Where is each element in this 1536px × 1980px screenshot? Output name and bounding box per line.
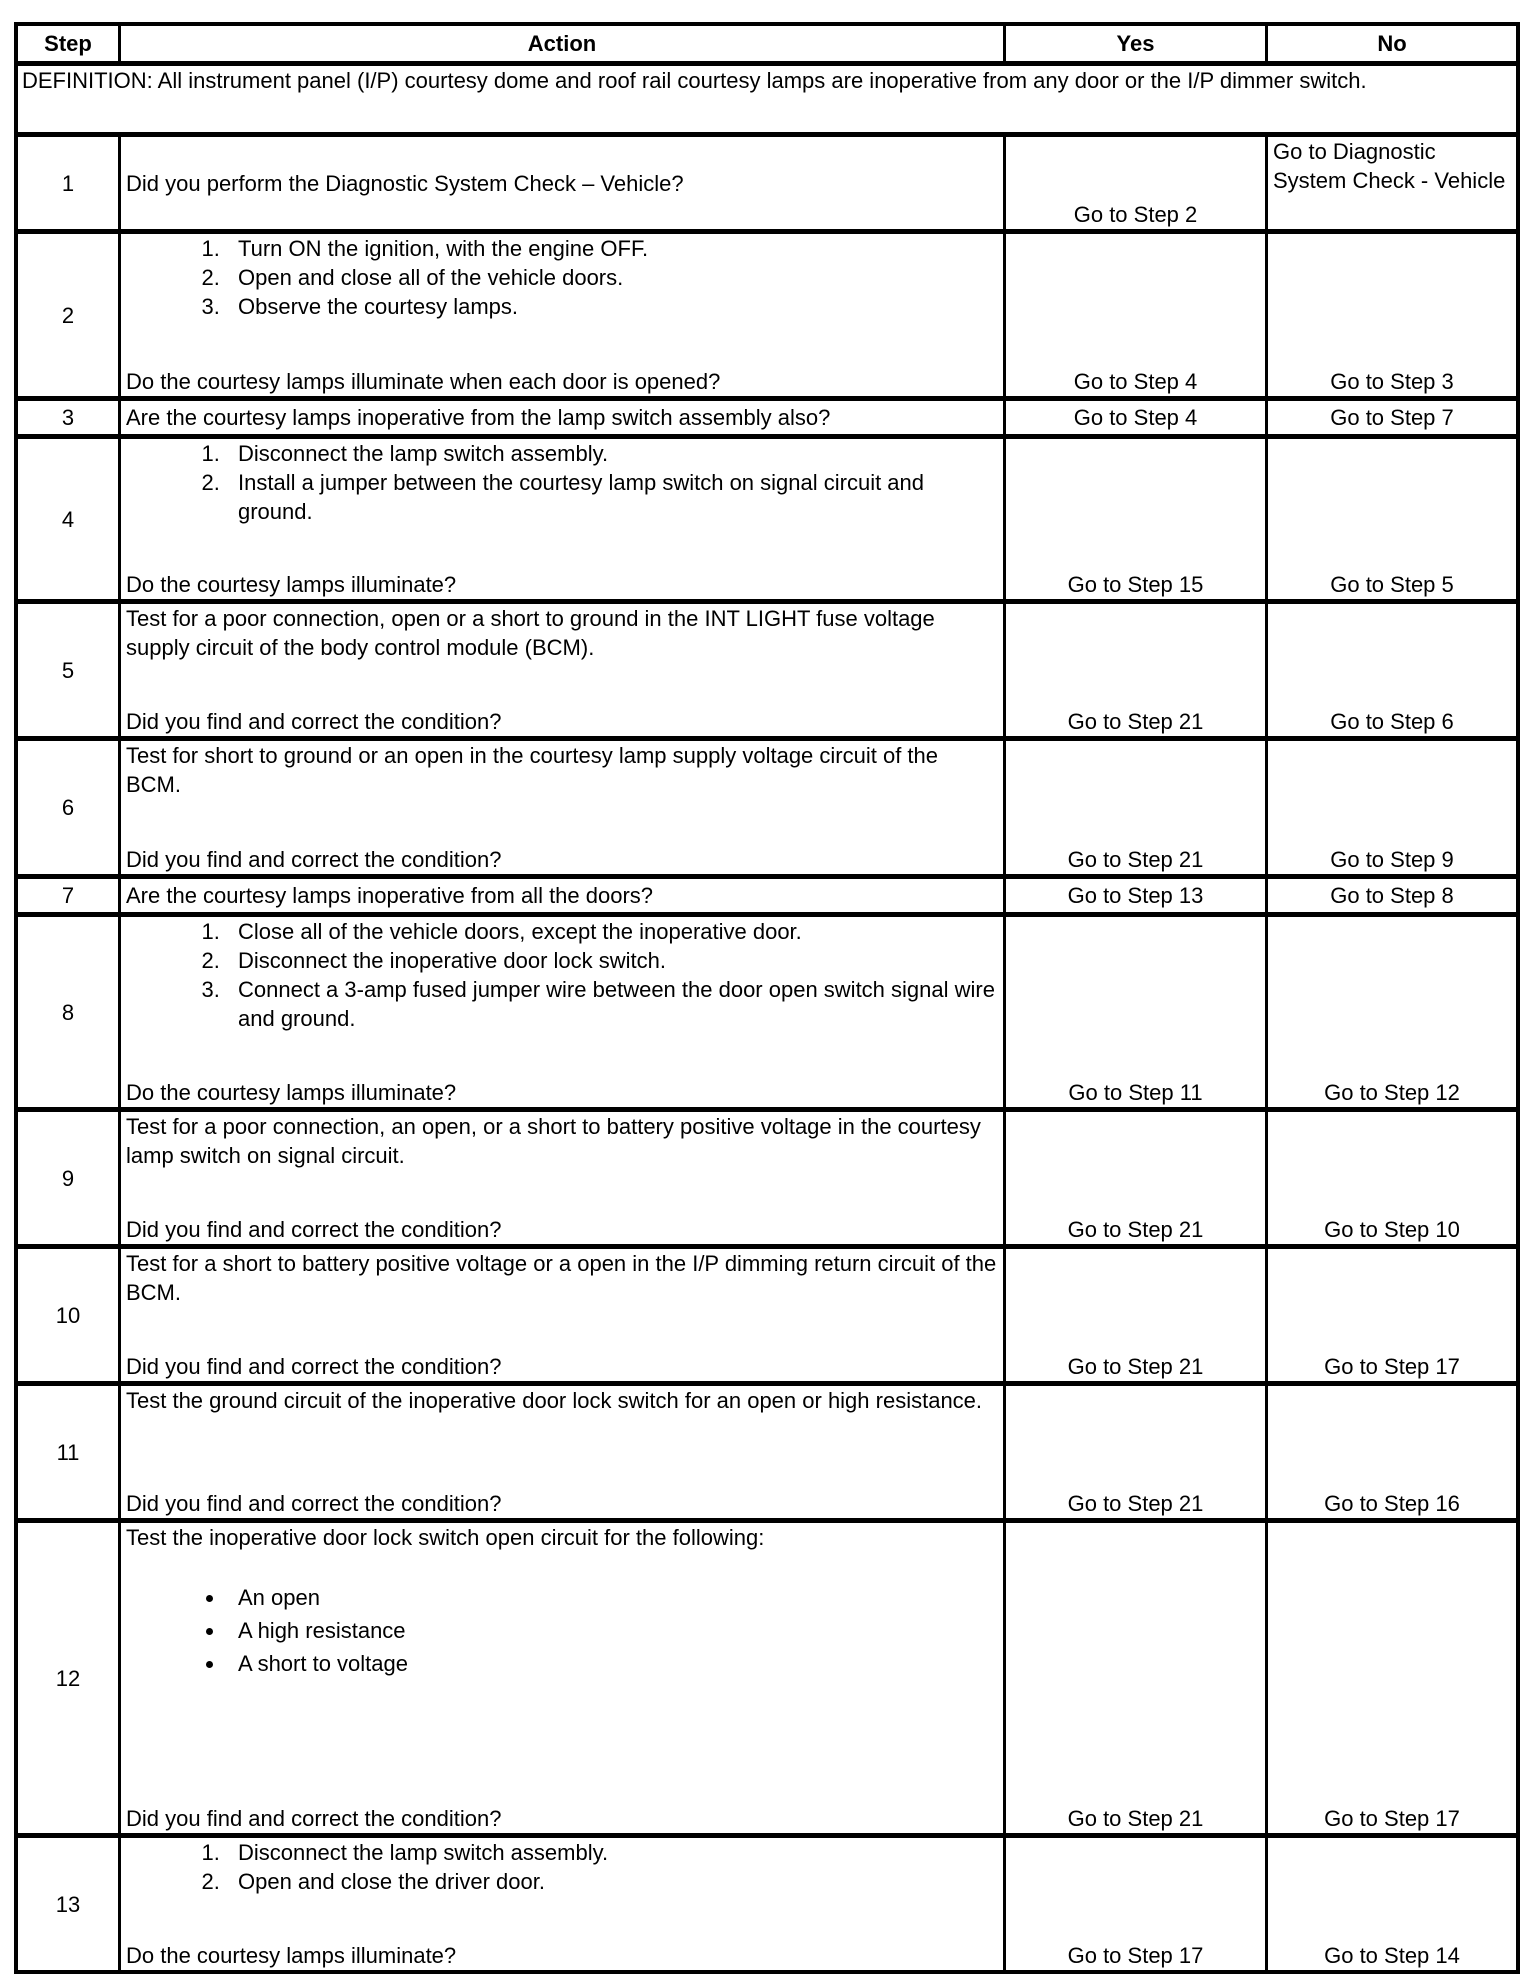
table-row bbox=[18, 1833, 1516, 1970]
action-instructions bbox=[126, 917, 998, 1033]
action-instructions bbox=[126, 1523, 998, 1680]
table-row bbox=[18, 874, 1516, 912]
no-result: Go to Step 3 bbox=[1265, 234, 1516, 396]
action-cell bbox=[118, 879, 1003, 912]
no-result: Go to Step 14 bbox=[1265, 1838, 1516, 1970]
definition-text: DEFINITION: All instrument panel (I/P) courtesy dome and roof rail courtesy lamps are inoperative from any door or the I/P dimmer switch. bbox=[22, 68, 1367, 93]
no-result: Go to Diagnostic System Check - Vehicle bbox=[1265, 137, 1516, 229]
action-cell bbox=[118, 234, 1003, 396]
action-question: Did you find and correct the condition? bbox=[126, 1217, 502, 1242]
action-cell bbox=[118, 137, 1003, 229]
no-result: Go to Step 12 bbox=[1265, 917, 1516, 1107]
step-number: 6 bbox=[61, 795, 75, 820]
table-row bbox=[18, 396, 1516, 434]
bullet-item: • A high resistance bbox=[226, 1614, 998, 1647]
action-instructions bbox=[126, 1838, 998, 1896]
step-instruction: 1. Disconnect the lamp switch assembly. bbox=[226, 1838, 998, 1867]
table-row bbox=[18, 912, 1516, 1107]
step-number: 11 bbox=[56, 1439, 80, 1465]
header-row bbox=[18, 26, 1516, 61]
header-no: No bbox=[1265, 26, 1516, 61]
action-question: Did you find and correct the condition? bbox=[126, 1806, 502, 1831]
step-number: 13 bbox=[55, 1891, 81, 1917]
yes-result: Go to Step 17 bbox=[1003, 1838, 1265, 1970]
step-instruction: 1. Disconnect the lamp switch assembly. bbox=[226, 439, 998, 468]
step-instruction: 2. Install a jumper between the courtesy lamp switch on signal circuit and ground. bbox=[226, 468, 998, 526]
numbered-steps bbox=[126, 1838, 998, 1896]
table-row bbox=[18, 1518, 1516, 1833]
header-step: Step bbox=[44, 31, 92, 56]
action-text: Test for a poor connection, open or a short to ground in the INT LIGHT fuse voltage supply circuit of the body control module (BCM). bbox=[126, 606, 935, 660]
no-result: Go to Step 16 bbox=[1265, 1386, 1516, 1518]
yes-result: Go to Step 15 bbox=[1003, 439, 1265, 599]
action-instructions bbox=[126, 234, 998, 321]
step-instruction: 2. Open and close all of the vehicle doors. bbox=[226, 263, 998, 292]
step-number: 3 bbox=[61, 405, 75, 430]
action-cell bbox=[118, 1112, 1003, 1244]
action-question: Are the courtesy lamps inoperative from the lamp switch assembly also? bbox=[126, 405, 831, 430]
step-number: 7 bbox=[61, 883, 75, 908]
action-text: Test for a poor connection, an open, or a short to battery positive voltage in the courtesy lamp switch on signal circuit. bbox=[126, 1114, 981, 1168]
action-cell bbox=[118, 1838, 1003, 1970]
action-text: Test for a short to battery positive voltage or a open in the I/P dimming return circuit of the BCM. bbox=[126, 1251, 997, 1305]
action-instructions bbox=[126, 741, 998, 799]
action-question: Did you find and correct the condition? bbox=[126, 1354, 502, 1379]
yes-result: Go to Step 11 bbox=[1003, 917, 1265, 1107]
action-cell bbox=[118, 401, 1003, 434]
action-question: Did you find and correct the condition? bbox=[126, 709, 502, 734]
step-number: 5 bbox=[61, 657, 75, 683]
yes-result: Go to Step 21 bbox=[1003, 604, 1265, 736]
step-instruction: 1. Turn ON the ignition, with the engine OFF. bbox=[226, 234, 998, 263]
step-instruction: 2. Open and close the driver door. bbox=[226, 1867, 998, 1896]
action-cell bbox=[118, 917, 1003, 1107]
step-number: 10 bbox=[55, 1302, 81, 1328]
action-question: Did you perform the Diagnostic System Check – Vehicle? bbox=[126, 170, 684, 196]
header-yes: Yes bbox=[1003, 26, 1265, 61]
step-instruction: 3. Observe the courtesy lamps. bbox=[226, 292, 998, 321]
no-result: Go to Step 17 bbox=[1265, 1523, 1516, 1833]
no-result: Go to Step 6 bbox=[1265, 604, 1516, 736]
action-instructions bbox=[126, 439, 998, 526]
numbered-steps bbox=[126, 234, 998, 321]
yes-result: Go to Step 2 bbox=[1003, 137, 1265, 229]
action-question: Did you find and correct the condition? bbox=[126, 847, 502, 872]
no-result: Go to Step 17 bbox=[1265, 1249, 1516, 1381]
no-result: Go to Step 7 bbox=[1265, 401, 1516, 434]
step-instruction: 1. Close all of the vehicle doors, except the inoperative door. bbox=[226, 917, 998, 946]
action-cell bbox=[118, 1249, 1003, 1381]
diagnostic-table bbox=[14, 22, 1520, 1974]
step-number: 9 bbox=[61, 1165, 75, 1191]
step-instruction: 3. Connect a 3-amp fused jumper wire between the door open switch signal wire and ground. bbox=[226, 975, 998, 1033]
action-cell bbox=[118, 604, 1003, 736]
action-question: Do the courtesy lamps illuminate? bbox=[126, 1943, 457, 1968]
action-question: Do the courtesy lamps illuminate when each door is opened? bbox=[126, 369, 721, 394]
step-number: 2 bbox=[61, 302, 75, 328]
action-question: Did you find and correct the condition? bbox=[126, 1491, 502, 1516]
definition-row bbox=[18, 61, 1516, 132]
yes-result: Go to Step 21 bbox=[1003, 1523, 1265, 1833]
action-instructions bbox=[126, 1112, 998, 1170]
yes-result: Go to Step 4 bbox=[1003, 234, 1265, 396]
action-text: Test the inoperative door lock switch open circuit for the following: bbox=[126, 1525, 765, 1550]
bullet-list bbox=[126, 1581, 998, 1680]
yes-result: Go to Step 21 bbox=[1003, 1112, 1265, 1244]
numbered-steps bbox=[126, 439, 998, 526]
no-result: Go to Step 9 bbox=[1265, 741, 1516, 874]
action-question: Do the courtesy lamps illuminate? bbox=[126, 572, 457, 597]
step-number: 1 bbox=[61, 170, 75, 196]
bullet-item: • An open bbox=[226, 1581, 998, 1614]
yes-result: Go to Step 21 bbox=[1003, 1386, 1265, 1518]
action-instructions bbox=[126, 604, 998, 662]
action-cell bbox=[118, 1523, 1003, 1833]
step-instruction: 2. Disconnect the inoperative door lock switch. bbox=[226, 946, 998, 975]
action-cell bbox=[118, 439, 1003, 599]
action-instructions bbox=[126, 1386, 998, 1415]
table-row bbox=[18, 736, 1516, 874]
action-text: Test the ground circuit of the inoperative door lock switch for an open or high resistance. bbox=[126, 1388, 983, 1413]
action-cell bbox=[118, 1386, 1003, 1518]
table-row bbox=[18, 1107, 1516, 1244]
action-question: Are the courtesy lamps inoperative from all the doors? bbox=[126, 883, 654, 908]
no-result: Go to Step 8 bbox=[1265, 879, 1516, 912]
yes-result: Go to Step 13 bbox=[1003, 879, 1265, 912]
step-number: 4 bbox=[61, 506, 75, 532]
bullet-item: • A short to voltage bbox=[226, 1647, 998, 1680]
yes-result: Go to Step 21 bbox=[1003, 741, 1265, 874]
step-number: 8 bbox=[61, 999, 75, 1025]
table-row bbox=[18, 434, 1516, 599]
action-cell bbox=[118, 741, 1003, 874]
step-number: 12 bbox=[55, 1665, 81, 1691]
table-row bbox=[18, 229, 1516, 396]
header-action: Action bbox=[118, 26, 1003, 61]
table-row bbox=[18, 1381, 1516, 1518]
table-row bbox=[18, 1244, 1516, 1381]
numbered-steps bbox=[126, 917, 998, 1033]
yes-result: Go to Step 21 bbox=[1003, 1249, 1265, 1381]
no-result: Go to Step 10 bbox=[1265, 1112, 1516, 1244]
no-result: Go to Step 5 bbox=[1265, 439, 1516, 599]
action-question: Do the courtesy lamps illuminate? bbox=[126, 1080, 457, 1105]
table-row bbox=[18, 599, 1516, 736]
yes-result: Go to Step 4 bbox=[1003, 401, 1265, 434]
action-text: Test for short to ground or an open in the courtesy lamp supply voltage circuit of the BCM. bbox=[126, 743, 939, 797]
action-instructions bbox=[126, 1249, 998, 1307]
table-row bbox=[18, 132, 1516, 229]
